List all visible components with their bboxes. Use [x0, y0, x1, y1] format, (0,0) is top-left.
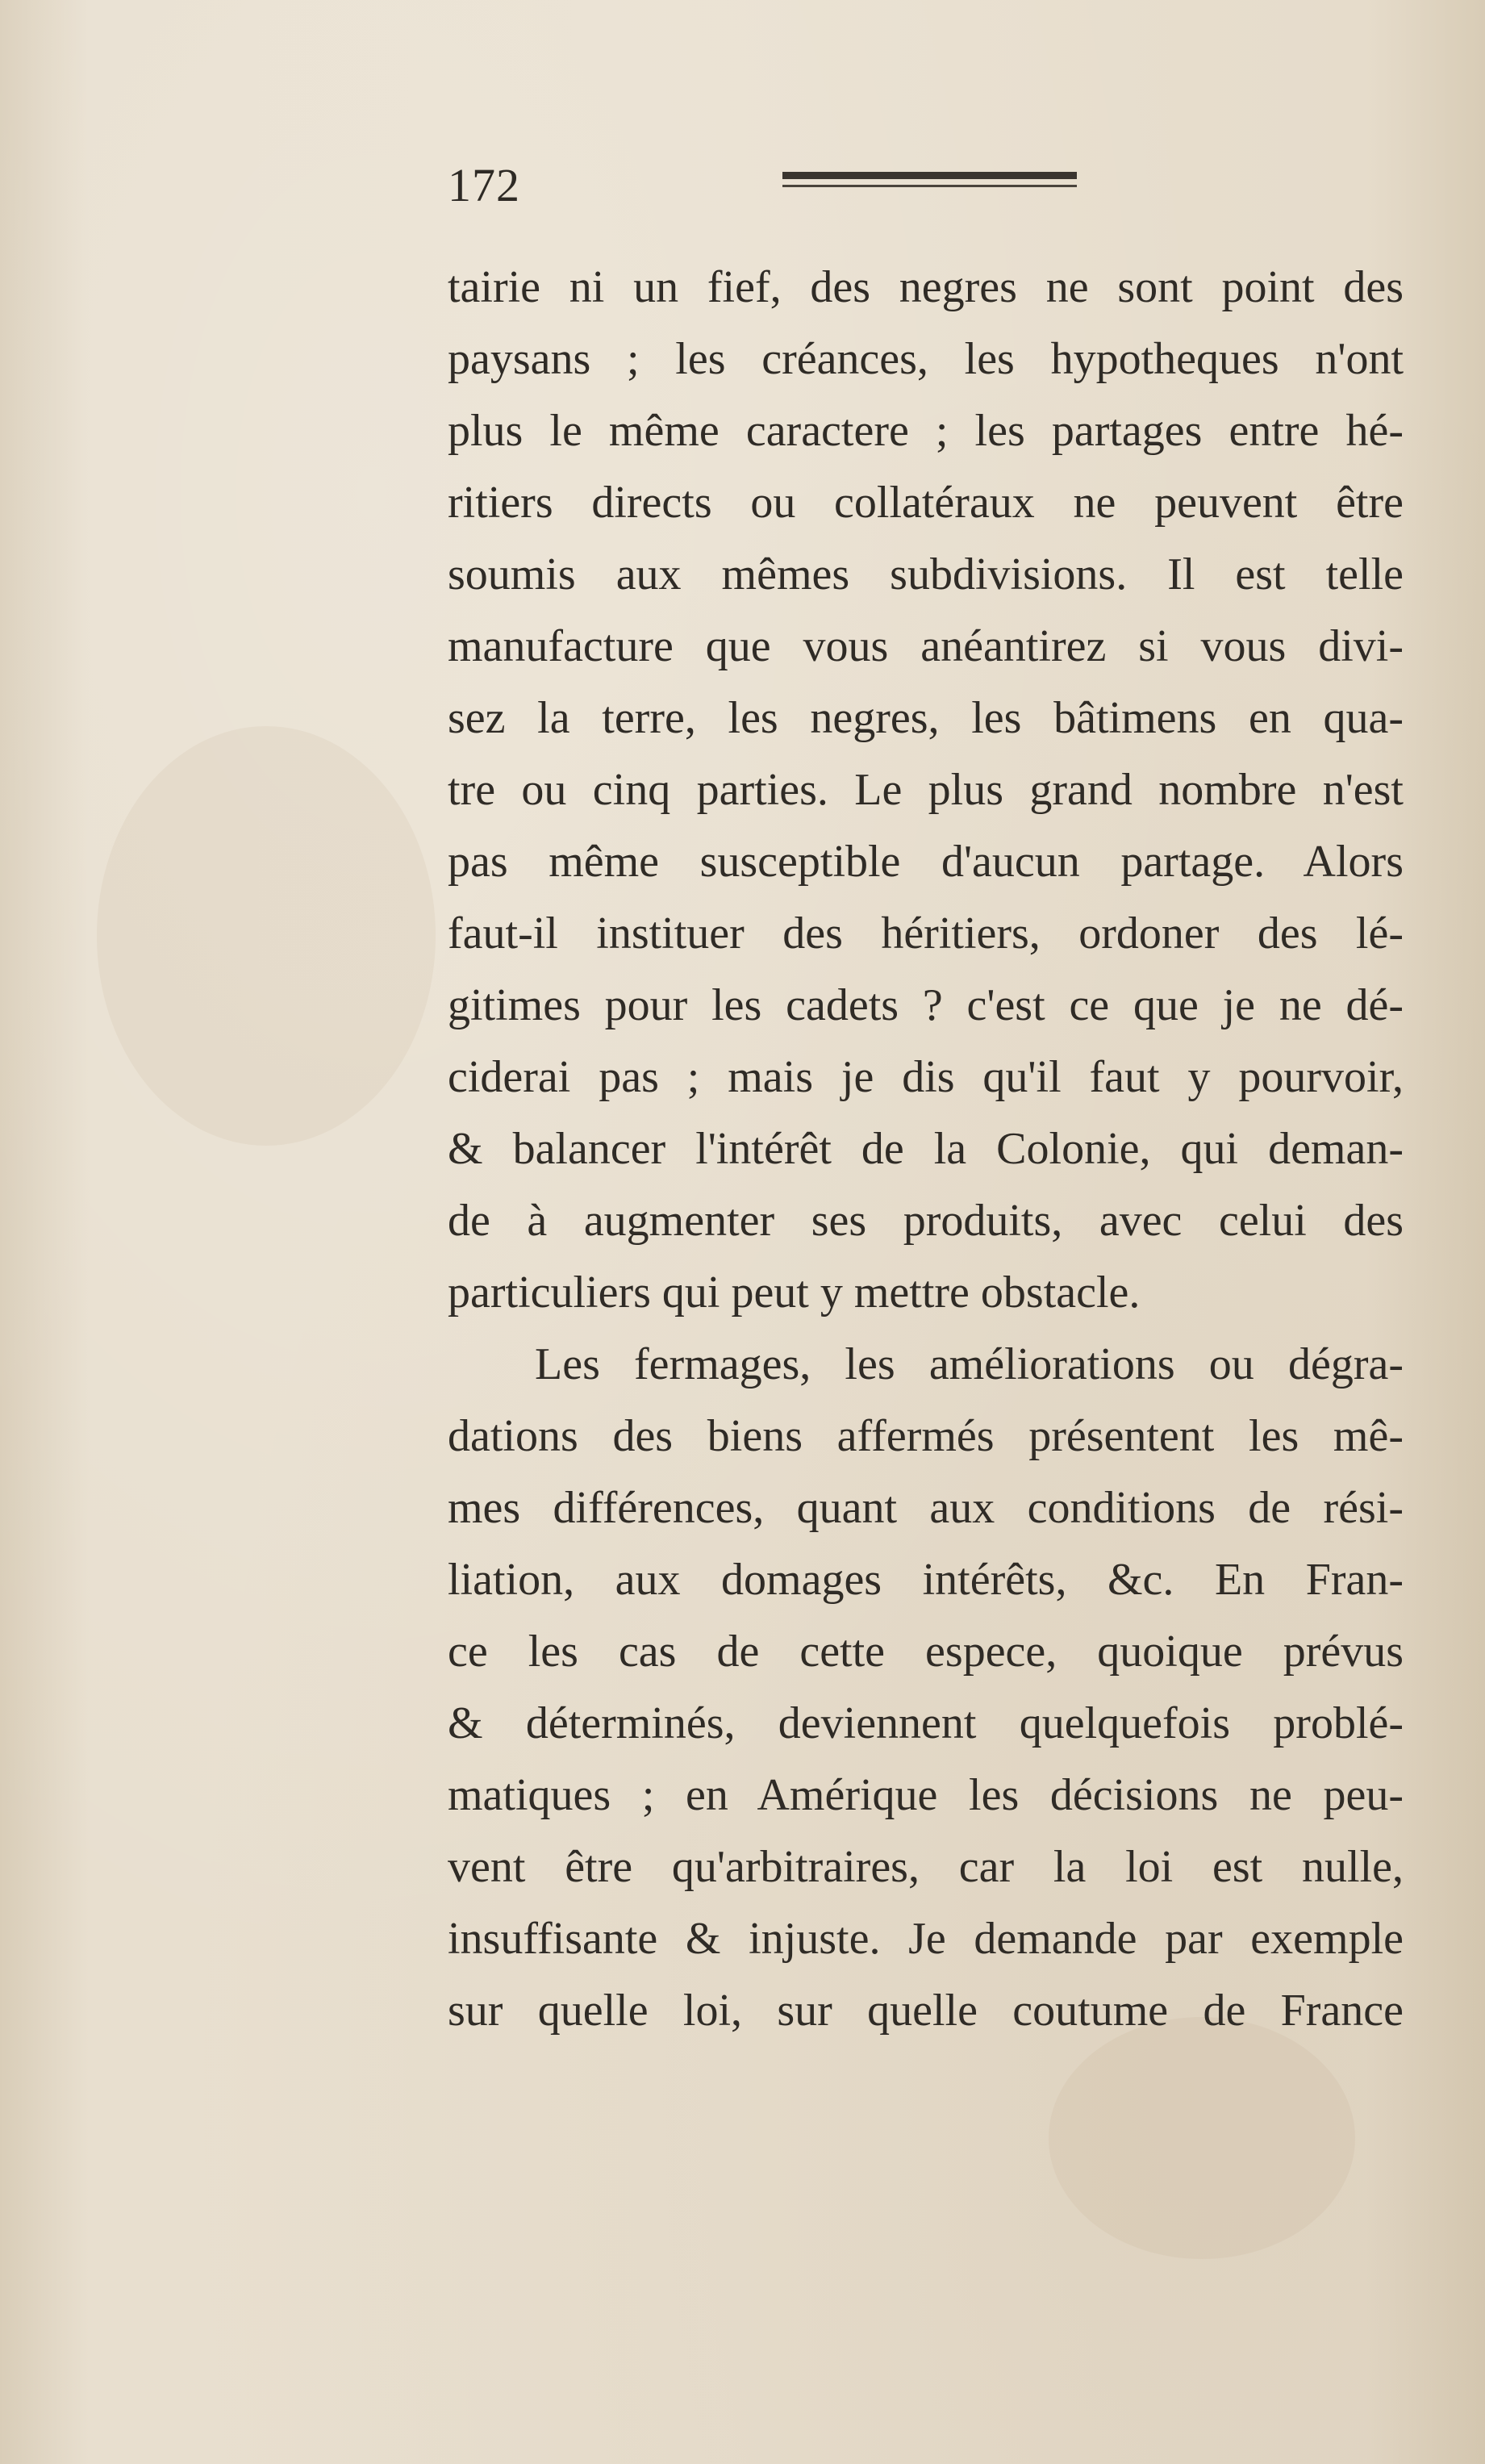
text-line: paysans ; les créances, les hypotheques n'ont — [448, 334, 1404, 384]
text-line: faut-il instituer des héritiers, ordoner des lé- — [448, 908, 1404, 958]
page-number: 172 — [448, 159, 520, 211]
text-line: ce les cas de cette espece, quoique prévus — [448, 1627, 1404, 1677]
text-line: mes différences, quant aux conditions de rési- — [448, 1483, 1404, 1533]
text-line: tre ou cinq parties. Le plus grand nombre n'est — [448, 765, 1404, 815]
text-line: de à augmenter ses produits, avec celui des — [448, 1196, 1404, 1246]
text-line: soumis aux mêmes subdivisions. Il est telle — [448, 549, 1404, 599]
text-line: sez la terre, les negres, les bâtimens en qua- — [448, 693, 1404, 743]
text-line: & balancer l'intérêt de la Colonie, qui deman- — [448, 1124, 1404, 1174]
header-rule-thick — [782, 172, 1077, 179]
text-line: liation, aux domages intérêts, &c. En Fran- — [448, 1555, 1404, 1605]
text-line: matiques ; en Amérique les décisions ne peu- — [448, 1770, 1404, 1820]
text-line: dations des biens affermés présentent les mê- — [448, 1411, 1404, 1461]
text-line: ritiers directs ou collatéraux ne peuvent être — [448, 478, 1404, 528]
paper-stain — [97, 726, 436, 1146]
text-line: pas même susceptible d'aucun partage. Alors — [448, 837, 1404, 887]
header-rule-thin — [782, 185, 1077, 187]
text-line: insuffisante & injuste. Je demande par exemple — [448, 1914, 1404, 1964]
paper-stain — [1049, 2017, 1355, 2259]
header-double-rule — [782, 172, 1077, 193]
text-line: particuliers qui peut y mettre obstacle. — [448, 1267, 1141, 1318]
text-line: vent être qu'arbitraires, car la loi est nulle, — [448, 1842, 1404, 1892]
page-header — [448, 157, 1399, 214]
body-text — [448, 252, 1404, 2047]
text-line: plus le même caractere ; les partages entre hé- — [448, 406, 1404, 456]
text-line: gitimes pour les cadets ? c'est ce que je ne dé- — [448, 980, 1404, 1030]
text-line: Les fermages, les améliorations ou dégra- — [535, 1339, 1404, 1389]
text-line: sur quelle loi, sur quelle coutume de France — [448, 1986, 1404, 2036]
text-line: ciderai pas ; mais je dis qu'il faut y pourvoir, — [448, 1052, 1404, 1102]
text-line: tairie ni un fief, des negres ne sont point des — [448, 262, 1404, 312]
text-line: & déterminés, deviennent quelquefois problé- — [448, 1698, 1404, 1748]
text-line: manufacture que vous anéantirez si vous divi- — [448, 621, 1404, 671]
